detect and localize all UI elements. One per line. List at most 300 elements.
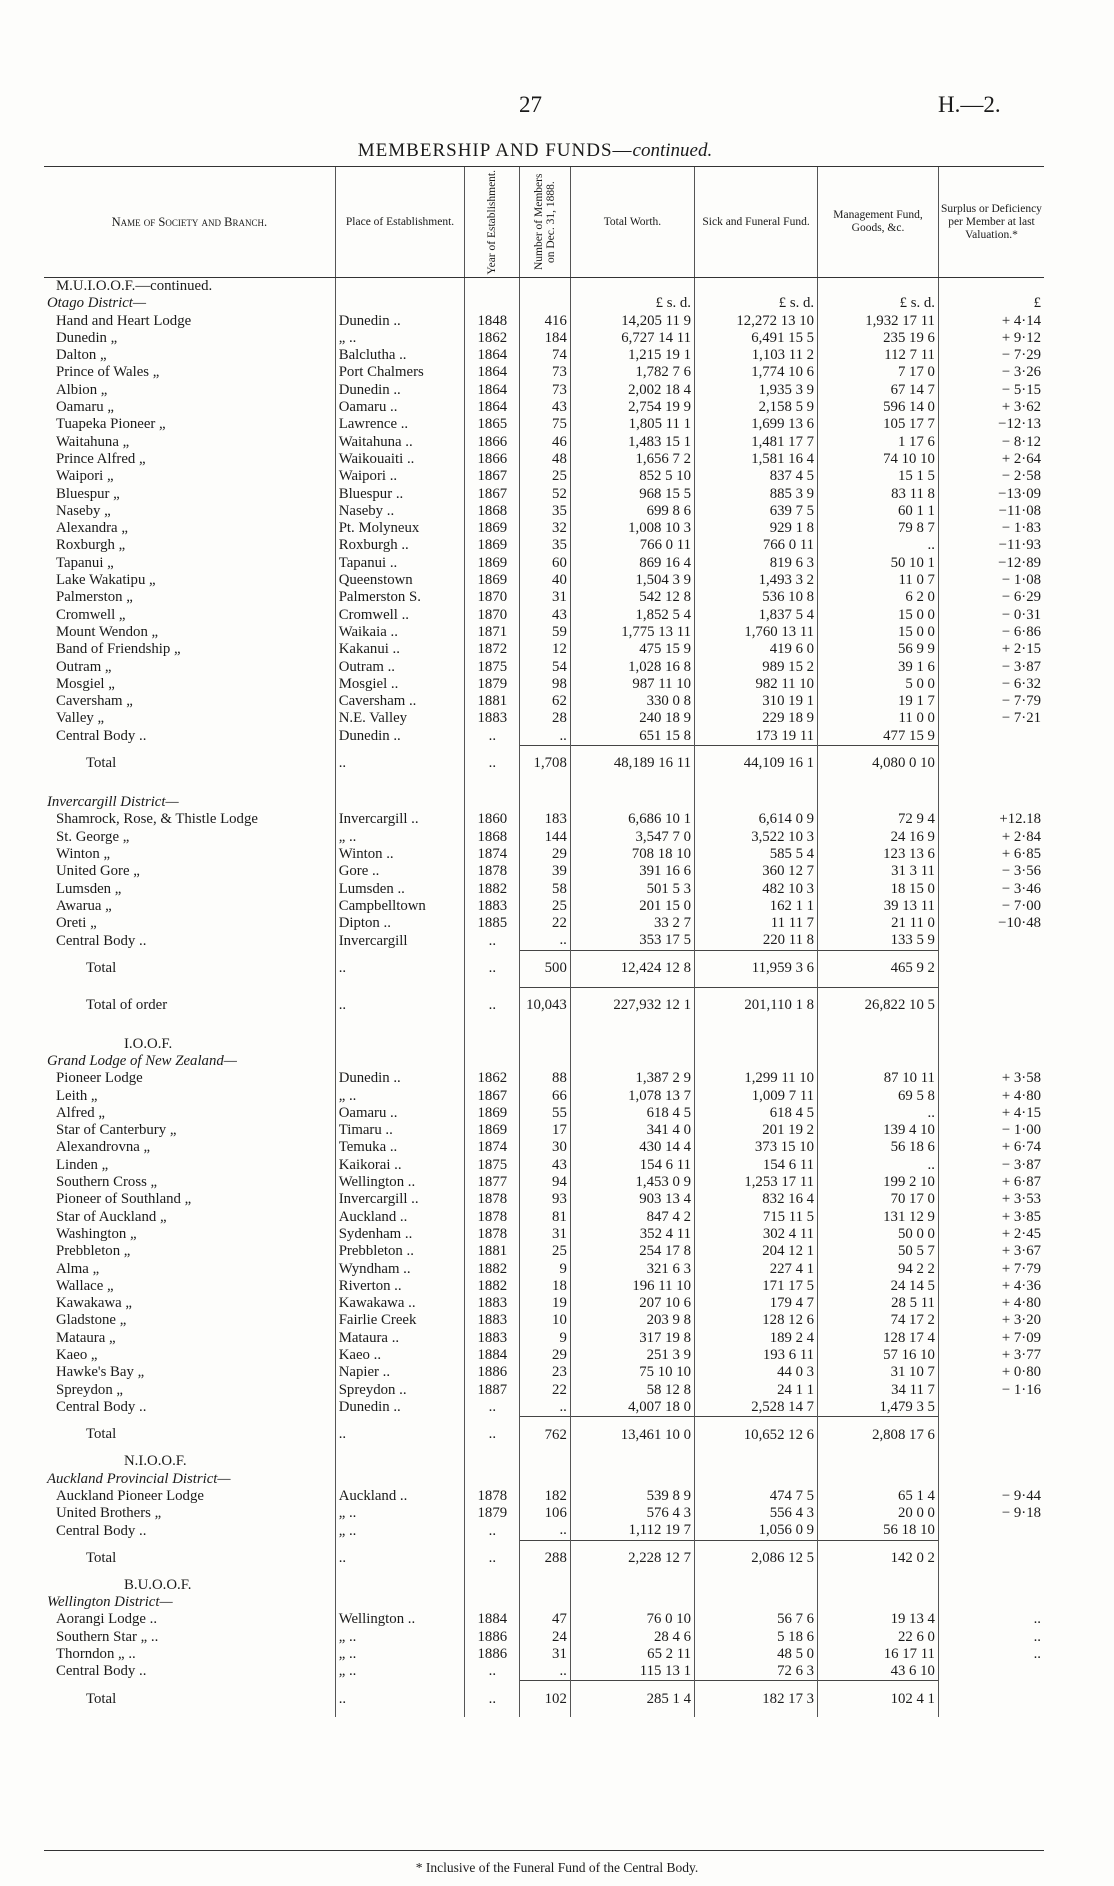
place-cell: Campbelltown [335,898,465,915]
table-row [44,399,1044,416]
place-cell: Dunedin .. [335,1399,465,1417]
year-cell: 1860 [465,811,520,828]
year-cell: 1869 [465,555,520,572]
total-dots: .. [335,1681,465,1718]
sick-fund-cell: 227 4 1 [695,1261,818,1278]
table-row [44,811,1044,828]
management-fund-cell: 1,932 17 11 [818,313,939,330]
header-year: Year of Establishment. [465,167,520,278]
sick-fund-cell: 11 11 7 [695,915,818,932]
table-row [44,881,1044,898]
total-worth-cell: 251 3 9 [570,1347,694,1364]
place-cell: „ .. [335,1505,465,1522]
branch-name: Linden „ [56,1156,109,1173]
branch-name: Central Body .. [56,1399,147,1416]
branch-name: Spreydon „ [56,1381,123,1398]
district-heading [44,1053,1044,1070]
spacer-cell [818,1471,939,1488]
total-label: Total [86,1690,117,1707]
management-fund-cell: 1 17 6 [818,434,939,451]
sick-fund-cell: 201 19 2 [695,1122,818,1139]
branch-name: Tapanui „ [56,554,114,571]
management-fund-cell: 39 1 6 [818,659,939,676]
place-cell: Port Chalmers [335,364,465,381]
spacer-cell [335,295,465,312]
units-management-fund: £ s. d. [818,295,939,312]
sick-fund-cell: 1,774 10 6 [695,364,818,381]
spacer-cell [938,1453,1044,1470]
branch-name: United Brothers „ [56,1505,162,1522]
place-cell: Kaeo .. [335,1347,465,1364]
branch-name: Cromwell „ [56,606,126,623]
members-cell: 182 [520,1488,571,1505]
units-total-worth: £ s. d. [570,295,694,312]
surplus-cell: −10·48 [938,915,1044,932]
branch-name: Mount Wendon „ [56,623,159,640]
members-cell: 46 [520,434,571,451]
spacer-cell [695,1053,818,1070]
total-worth-cell: 852 5 10 [570,468,694,485]
total-worth-cell: 699 8 6 [570,503,694,520]
total-worth-cell: 987 11 10 [570,676,694,693]
surplus-cell: − 6·29 [938,589,1044,606]
total-worth-cell: 1,008 10 3 [570,520,694,537]
total-worth-cell: 1,112 19 7 [570,1522,694,1540]
surplus-cell: + 3·62 [938,399,1044,416]
sick-fund-cell: 474 7 5 [695,1488,818,1505]
total-sick-fund: 10,652 12 6 [695,1417,818,1454]
spacer-cell [520,782,571,794]
place-cell: Invercargill .. [335,1191,465,1208]
spacer-cell [465,1453,520,1470]
sick-fund-cell: 5 18 6 [695,1629,818,1646]
place-cell: Bluespur .. [335,486,465,503]
total-worth-cell: 391 16 6 [570,863,694,880]
sick-fund-cell: 360 12 7 [695,863,818,880]
total-dots: .. [465,987,520,1024]
header-members: Number of Members on Dec. 31, 1888. [520,167,571,278]
total-worth-cell: 1,852 5 4 [570,607,694,624]
spacer-cell [520,794,571,811]
place-cell: Kawakawa .. [335,1295,465,1312]
year-cell: 1872 [465,641,520,658]
spacer-cell [465,1036,520,1053]
management-fund-cell: .. [818,1105,939,1122]
total-sick-fund: 2,086 12 5 [695,1540,818,1577]
year-cell: 1875 [465,1157,520,1174]
total-worth-cell: 14,205 11 9 [570,313,694,330]
total-worth-cell: 708 18 10 [570,846,694,863]
members-cell: 30 [520,1139,571,1156]
table-row [44,313,1044,330]
total-dots: .. [465,1540,520,1577]
year-cell: 1884 [465,1347,520,1364]
branch-name: Star of Auckland „ [56,1208,167,1225]
place-cell: Waipori .. [335,468,465,485]
branch-name: St. George „ [56,828,130,845]
members-cell: 32 [520,520,571,537]
management-fund-cell: 131 12 9 [818,1209,939,1226]
surplus-cell: − 6·86 [938,624,1044,641]
surplus-cell: + 6·87 [938,1174,1044,1191]
total-worth-cell: 430 14 4 [570,1139,694,1156]
table-row [44,364,1044,381]
branch-name: Alexandrovna „ [56,1139,151,1156]
units-surplus: £ [938,295,1044,312]
spacer-cell [695,794,818,811]
total-dots: .. [335,1417,465,1454]
sick-fund-cell: 1,056 0 9 [695,1522,818,1540]
table-row [44,1139,1044,1156]
management-fund-cell: 70 17 0 [818,1191,939,1208]
district-heading-label: Invercargill District— [47,794,179,811]
total-worth-cell: 3,547 7 0 [570,829,694,846]
total-row [44,746,1044,783]
table-row [44,1174,1044,1191]
spacer-cell [465,295,520,312]
total-worth: 48,189 16 11 [570,746,694,783]
year-cell: .. [465,1399,520,1417]
total-worth-cell: 6,686 10 1 [570,811,694,828]
table-row [44,728,1044,746]
spacer-cell [465,1471,520,1488]
surplus-cell: + 0·80 [938,1364,1044,1381]
year-cell: 1864 [465,399,520,416]
year-cell: 1848 [465,313,520,330]
header-management-fund: Management Fund, Goods, &c. [818,167,939,278]
spacer-cell [335,1453,465,1470]
total-worth: 13,461 10 0 [570,1417,694,1454]
total-label: Total of order [86,996,168,1013]
management-fund-cell: 19 1 7 [818,693,939,710]
surplus-cell [938,1522,1044,1540]
year-cell: 1862 [465,1070,520,1087]
surplus-cell: + 4·36 [938,1278,1044,1295]
total-worth-cell: 539 8 9 [570,1488,694,1505]
total-worth-cell: 1,805 11 1 [570,416,694,433]
table-row [44,1646,1044,1663]
surplus-cell: − 5·15 [938,382,1044,399]
branch-name: Oreti „ [56,915,97,932]
sick-fund-cell: 373 15 10 [695,1139,818,1156]
spacer-cell [465,1024,520,1036]
sick-fund-cell: 171 17 5 [695,1278,818,1295]
year-cell: 1883 [465,898,520,915]
sick-fund-cell: 639 7 5 [695,503,818,520]
total-worth-cell: 2,002 18 4 [570,382,694,399]
place-cell: Queenstown [335,572,465,589]
spacer-cell [520,1053,571,1070]
branch-name: Albion „ [56,381,108,398]
table-row [44,434,1044,451]
members-cell: 184 [520,330,571,347]
surplus-cell: + 4·14 [938,313,1044,330]
table-row [44,416,1044,433]
branch-name: Roxburgh „ [56,537,126,554]
sick-fund-cell: 1,103 11 2 [695,347,818,364]
year-cell: 1886 [465,1364,520,1381]
surplus-cell: + 3·67 [938,1243,1044,1260]
surplus-cell: −13·09 [938,486,1044,503]
surplus-cell [938,932,1044,950]
total-members: 500 [520,950,571,987]
year-cell: 1875 [465,659,520,676]
place-cell: N.E. Valley [335,710,465,727]
total-worth-cell: 1,656 7 2 [570,451,694,468]
table-row [44,1382,1044,1399]
surplus-cell: − 3·87 [938,659,1044,676]
year-cell: 1879 [465,676,520,693]
table-row [44,710,1044,727]
total-surplus [938,1540,1044,1577]
year-cell: 1878 [465,1488,520,1505]
spacer-cell [335,278,465,296]
table-row [44,1243,1044,1260]
members-cell: 93 [520,1191,571,1208]
total-sick-fund: 182 17 3 [695,1681,818,1718]
place-cell: Invercargill .. [335,811,465,828]
total-worth-cell: 196 11 10 [570,1278,694,1295]
spacer-cell [335,782,465,794]
place-cell: Lawrence .. [335,416,465,433]
branch-name: Dunedin „ [56,329,118,346]
place-cell: Riverton .. [335,1278,465,1295]
district-heading-label: Auckland Provincial District— [47,1470,231,1487]
place-cell: Mosgiel .. [335,676,465,693]
management-fund-cell: 235 19 6 [818,330,939,347]
management-fund-cell: 596 14 0 [818,399,939,416]
management-fund-cell: 65 1 4 [818,1488,939,1505]
management-fund-cell: 112 7 11 [818,347,939,364]
place-cell: Auckland .. [335,1488,465,1505]
place-cell: Dunedin .. [335,313,465,330]
total-worth-cell: 869 16 4 [570,555,694,572]
management-fund-cell: 16 17 11 [818,1646,939,1663]
total-members: 102 [520,1681,571,1718]
sick-fund-cell: 2,528 14 7 [695,1399,818,1417]
table-row [44,1505,1044,1522]
sick-fund-cell: 766 0 11 [695,537,818,554]
spacer-cell [695,1577,818,1594]
spacer-cell [44,782,335,794]
place-cell: Waikouaiti .. [335,451,465,468]
members-cell: 98 [520,676,571,693]
branch-name: Wallace „ [56,1277,114,1294]
surplus-cell: −12·89 [938,555,1044,572]
year-cell: 1878 [465,863,520,880]
spacer-cell [695,1453,818,1470]
branch-name: Awarua „ [56,897,112,914]
members-cell: 31 [520,1226,571,1243]
order-heading-label: M.U.I.O.O.F.—continued. [56,278,213,294]
members-cell: 31 [520,589,571,606]
year-cell: 1864 [465,364,520,381]
table-row [44,659,1044,676]
management-fund-cell: 21 11 0 [818,915,939,932]
members-cell: 31 [520,1646,571,1663]
table-row [44,846,1044,863]
spacer-cell [570,1053,694,1070]
year-cell: .. [465,1522,520,1540]
total-management-fund: 2,808 17 6 [818,1417,939,1454]
year-cell: 1883 [465,710,520,727]
branch-name: Bluespur „ [56,485,120,502]
surplus-cell: −11·08 [938,503,1044,520]
management-fund-cell: 50 5 7 [818,1243,939,1260]
table-row [44,1070,1044,1087]
members-cell: 10 [520,1312,571,1329]
branch-name: Mataura „ [56,1329,116,1346]
branch-name: Central Body .. [56,1663,147,1680]
total-worth-cell: 203 9 8 [570,1312,694,1329]
branch-name: Southern Cross „ [56,1174,158,1191]
year-cell: 1886 [465,1646,520,1663]
sick-fund-cell: 3,522 10 3 [695,829,818,846]
sick-fund-cell: 162 1 1 [695,898,818,915]
members-cell: 43 [520,1157,571,1174]
surplus-cell: + 6·85 [938,846,1044,863]
members-cell: 66 [520,1088,571,1105]
year-cell: 1866 [465,434,520,451]
total-worth-cell: 317 19 8 [570,1330,694,1347]
total-worth-cell: 58 12 8 [570,1382,694,1399]
sick-fund-cell: 128 12 6 [695,1312,818,1329]
total-dots: .. [335,746,465,783]
district-heading [44,794,1044,811]
total-dots: .. [465,950,520,987]
sick-fund-cell: 837 4 5 [695,468,818,485]
spacer-cell [465,1577,520,1594]
management-fund-cell: 60 1 1 [818,503,939,520]
management-fund-cell: 87 10 11 [818,1070,939,1087]
table-row [44,1611,1044,1628]
table-row [44,1663,1044,1681]
branch-name: Winton „ [56,845,111,862]
surplus-cell: + 7·09 [938,1330,1044,1347]
order-heading [44,1036,1044,1053]
year-cell: 1878 [465,1226,520,1243]
spacer-cell [695,782,818,794]
district-heading [44,1471,1044,1488]
place-cell: „ .. [335,1663,465,1681]
branch-name: Prince Alfred „ [56,450,146,467]
spacer-cell [818,1594,939,1611]
branch-name: Prince of Wales „ [56,364,160,381]
members-cell: 47 [520,1611,571,1628]
members-cell: 73 [520,382,571,399]
spacer-cell [818,782,939,794]
sick-fund-cell: 154 6 11 [695,1157,818,1174]
surplus-cell: + 2·15 [938,641,1044,658]
branch-name: Waipori „ [56,468,114,485]
total-worth-cell: 1,453 0 9 [570,1174,694,1191]
members-cell: 144 [520,829,571,846]
table-row [44,1226,1044,1243]
management-fund-cell: 69 5 8 [818,1088,939,1105]
table-row [44,1278,1044,1295]
sick-fund-cell: 536 10 8 [695,589,818,606]
place-cell: Caversham .. [335,693,465,710]
table-row [44,1122,1044,1139]
surplus-cell: − 7·21 [938,710,1044,727]
year-cell: 1870 [465,607,520,624]
members-cell: .. [520,1663,571,1681]
year-cell: .. [465,1663,520,1681]
table-row [44,1191,1044,1208]
members-cell: 60 [520,555,571,572]
surplus-cell: + 9·12 [938,330,1044,347]
spacer-cell [818,1036,939,1053]
sick-fund-cell: 929 1 8 [695,520,818,537]
surplus-cell: + 2·45 [938,1226,1044,1243]
bottom-rule [44,1850,1044,1851]
place-cell: Outram .. [335,659,465,676]
branch-name: Lake Wakatipu „ [56,572,156,589]
total-sick-fund: 11,959 3 6 [695,950,818,987]
total-worth-cell: 1,028 16 8 [570,659,694,676]
table-row [44,1347,1044,1364]
surplus-cell: − 9·18 [938,1505,1044,1522]
year-cell: 1878 [465,1191,520,1208]
members-cell: 75 [520,416,571,433]
branch-name: Dalton „ [56,347,107,364]
total-members: 288 [520,1540,571,1577]
management-fund-cell: 34 11 7 [818,1382,939,1399]
table-row [44,1209,1044,1226]
spacer-cell [520,1453,571,1470]
spacer-cell [570,1594,694,1611]
surplus-cell: + 3·53 [938,1191,1044,1208]
year-cell: 1874 [465,1139,520,1156]
place-cell: Auckland .. [335,1209,465,1226]
header-total-worth: Total Worth. [570,167,694,278]
management-fund-cell: 15 0 0 [818,624,939,641]
branch-name: Hand and Heart Lodge [56,312,192,329]
management-fund-cell: 7 17 0 [818,364,939,381]
spacer-cell [335,1471,465,1488]
members-cell: 23 [520,1364,571,1381]
total-worth-cell: 1,483 15 1 [570,434,694,451]
place-cell: Winton .. [335,846,465,863]
table-row [44,898,1044,915]
spacer-cell [570,782,694,794]
spacer-cell [938,1471,1044,1488]
management-fund-cell: 74 10 10 [818,451,939,468]
management-fund-cell: 56 9 9 [818,641,939,658]
sick-fund-cell: 204 12 1 [695,1243,818,1260]
membership-funds-table [44,166,1044,1717]
total-worth-cell: 475 15 9 [570,641,694,658]
total-worth-cell: 321 6 3 [570,1261,694,1278]
sick-fund-cell: 819 6 3 [695,555,818,572]
branch-name: Palmerston „ [56,589,133,606]
table-row [44,382,1044,399]
table-row [44,520,1044,537]
year-cell: 1883 [465,1312,520,1329]
year-cell: 1865 [465,416,520,433]
total-worth-cell: 240 18 9 [570,710,694,727]
members-cell: 19 [520,1295,571,1312]
year-cell: 1871 [465,624,520,641]
spacer-cell [520,1024,571,1036]
surplus-cell: + 4·15 [938,1105,1044,1122]
branch-name: Auckland Pioneer Lodge [56,1487,204,1504]
place-cell: Dunedin .. [335,728,465,746]
sick-fund-cell: 56 7 6 [695,1611,818,1628]
management-fund-cell: 22 6 0 [818,1629,939,1646]
place-cell: „ .. [335,1522,465,1540]
table-row [44,676,1044,693]
